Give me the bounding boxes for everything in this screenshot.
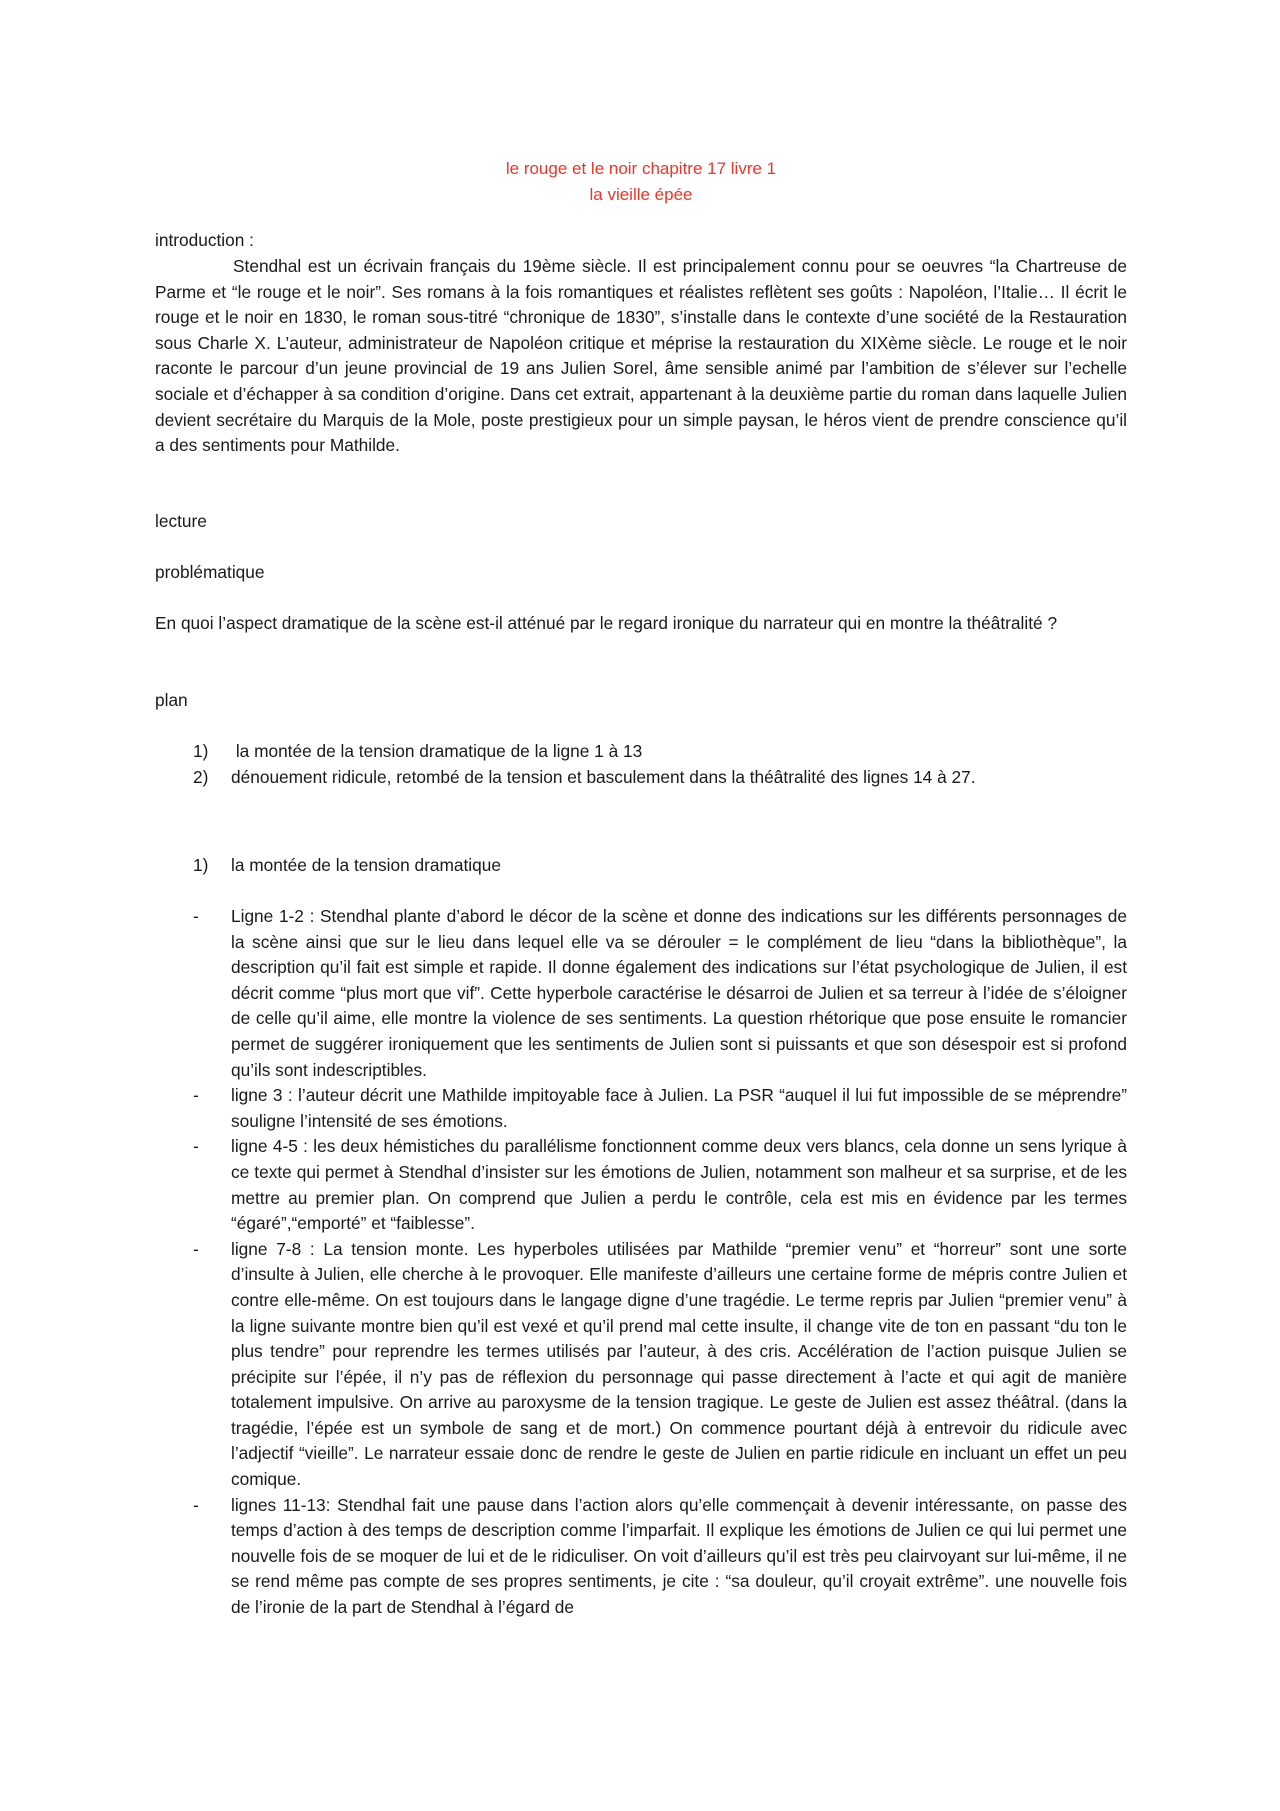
analysis-item [193,1237,1127,1493]
analysis-item [193,904,1127,1083]
bullet-dash: - [193,1136,199,1157]
introduction-heading: introduction : [155,230,254,250]
plan-item-number: 1) [193,741,209,761]
part1-title: la montée de la tension dramatique [231,855,501,875]
plan-item-text: la montée de la tension dramatique de la ligne 1 à 13 [231,741,643,761]
analysis-item-text: Ligne 1-2 : Stendhal plante d’abord le décor de la scène et donne des indications sur les différents personnages de la scène ainsi que sur le lieu dans lequel elle va se dérouler = le complément de lieu “dans la bibliothèque”, la description qu’il fait est simple et rapide. Il donne également des indications sur l’état psychologique de Julien, il est décrit comme “plus mort que vif”. Cette hyperbole caractérise le désarroi de Julien et sa terreur à l’idée de s’éloigner de celle qu’il aime, elle montre la violence de ses sentiments. La question rhétorique que pose ensuite le romancier permet de suggérer ironiquement que les sentiments de Julien sont si puissants et que son désespoir est si profond qu’ils sont indescriptibles. [231,906,1127,1080]
part1-heading-item [193,853,1127,879]
plan-item [193,739,1127,765]
part1-number: 1) [193,855,209,875]
plan-list [193,739,1127,790]
bullet-dash: - [193,1238,199,1259]
bullet-dash: - [193,1085,199,1106]
plan-heading: plan [155,690,188,710]
analysis-list [193,904,1127,1621]
analysis-item-text: ligne 7-8 : La tension monte. Les hyperboles utilisées par Mathilde “premier venu” et “horreur” sont une sorte d’insulte à Julien, elle cherche à le provoquer. Elle manifeste d’ailleurs une certaine forme de mépris contre Julien et contre elle-même. On est toujours dans le langage digne d’une tragédie. Le terme repris par Julien “premier venu” à la ligne suivante montre bien qu’il est vexé et qu’il prend mal cette insulte, il change vite de ton en passant “du ton le plus tendre” pour reprendre les termes utilisés par l’auteur, à des cris. Accélération de l’action puisque Julien se précipite sur l’épée, il n’y pas de réflexion du personnage qui passe directement à l’acte et qui agit de manière totalement impulsive. On arrive au paroxysme de la tension tragique. Le geste de Julien est assez théâtral. (dans la tragédie, l’épée est un symbole de sang et de mort.) On commence pourtant déjà à entrevoir du ridicule avec l’adjectif “vieille”. Le narrateur essaie donc de rendre le geste de Julien en partie ridicule en incluant un effet un peu comique. [231,1238,1127,1490]
plan-item-number: 2) [193,766,209,787]
title-line-2: la vieille épée [589,185,693,204]
analysis-item [193,1083,1127,1134]
problematique-heading: problématique [155,562,265,582]
problematique-paragraph: En quoi l’aspect dramatique de la scène est-il atténué par le regard ironique du narrateur qui en montre la théâtralité ? [155,613,1058,633]
lecture-heading: lecture [155,511,207,531]
analysis-item [193,1493,1127,1621]
part1-heading [193,853,1127,879]
plan-item [193,765,1127,791]
analysis-item-text: ligne 3 : l’auteur décrit une Mathilde impitoyable face à Julien. La PSR “auquel il lui fut impossible de se méprendre” souligne l’intensité de ses émotions. [231,1085,1127,1131]
introduction-paragraph: Stendhal est un écrivain français du 19ème siècle. Il est principalement connu pour se oeuvres “la Chartreuse de Parme et “le rouge et le noir”. Ses romans à la fois romantiques et réalistes reflètent ses goûts : Napoléon, l’Italie… Il écrit le rouge et le noir en 1830, le roman sous-titré “chronique de 1830”, s’installe dans le contexte d’une société de la Restauration sous Charle X. L’auteur, administrateur de Napoléon critique et méprise la restauration du XIXème siècle. Le rouge et le noir raconte le parcour d’un jeune provincial de 19 ans Julien Sorel, âme sensible animé par l’ambition de s’élever sur l’echelle sociale et d’échapper à sa condition d’origine. Dans cet extrait, appartenant à la deuxième partie du roman dans laquelle Julien devient secrétaire du Marquis de la Mole, poste prestigieux pour un simple paysan, le héros vient de prendre conscience qu’il a des sentiments pour Mathilde. [155,256,1127,456]
plan-item-text: dénouement ridicule, retombé de la tension et basculement dans la théâtralité des lignes 14 à 27. [231,766,976,787]
title-line-1: le rouge et le noir chapitre 17 livre 1 [505,159,777,178]
analysis-item-text: lignes 11-13: Stendhal fait une pause dans l’action alors qu’elle commençait à devenir intéressante, on passe des temps d’action à des temps de description comme l’imparfait. Il explique les émotions de Julien ce qui lui permet une nouvelle fois de se moquer de lui et de le ridiculiser. On voit d’ailleurs qu’il est très peu clairvoyant sur lui-même, il ne se rend même pas compte de ses propres sentiments, je cite : “sa douleur, qu’il croyait extrême”. une nouvelle fois de l’ironie de la part de Stendhal à l’égard de [231,1494,1127,1618]
bullet-dash: - [193,1494,199,1515]
analysis-item-text: ligne 4-5 : les deux hémistiches du parallélisme fonctionnent comme deux vers blancs, cela donne un sens lyrique à ce texte qui permet à Stendhal d’insister sur les émotions de Julien, notamment son malheur et sa surprise, et de les mettre au premier plan. On comprend que Julien a perdu le contrôle, cela est mis en évidence par les termes “égaré”,“emporté” et “faiblesse”. [231,1136,1127,1234]
analysis-item [193,1134,1127,1236]
document-title [155,156,1127,208]
bullet-dash: - [193,906,199,926]
